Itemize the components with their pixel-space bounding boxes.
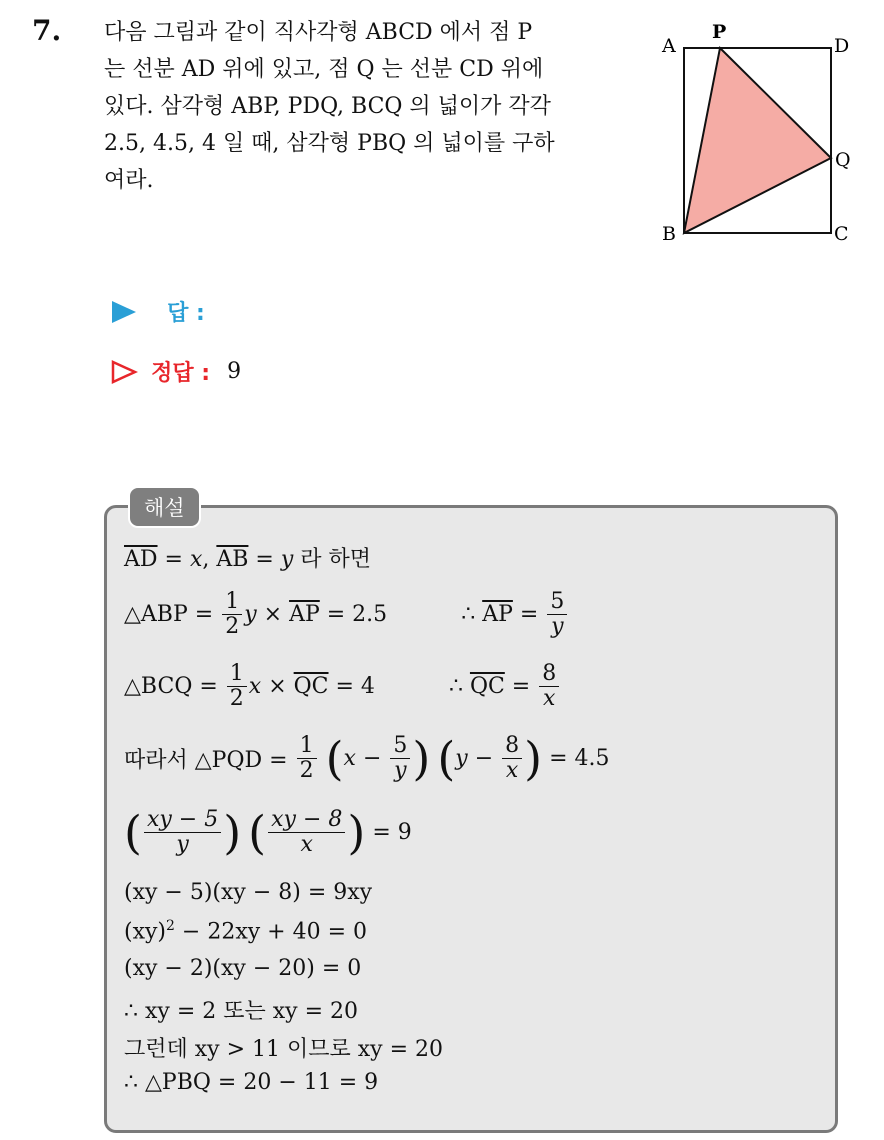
- label-c: C: [834, 223, 849, 245]
- label-p: P: [712, 21, 727, 43]
- solution-line-4: 따라서 △PQD = $\frac{1}{2}$ (x − $\frac{5}{y}$ ) (y − $\frac{8}{x}$ ) = 4.5: [124, 731, 610, 786]
- question-number: 7.: [32, 14, 62, 47]
- question-line: 있다. 삼각형 ABP, PDQ, BCQ 의 넓이가 각각: [104, 94, 551, 119]
- solution-line-2: △ABP = $\frac{1}{2}$ $y \times \overline{AP} = 2.5$ ∴ $\overline{AP}$ = $\frac{5}{y}$: [124, 590, 569, 639]
- label-q: Q: [835, 149, 851, 171]
- correct-answer-label: 정답 :: [151, 361, 211, 386]
- filled-triangle-icon: [110, 299, 138, 325]
- solution-line-1: $\overline{AD} = x$, $\overline{AB} = y$ 라 하면: [124, 547, 372, 572]
- triangle-pbq: [684, 48, 831, 233]
- solution-line-11: ∴ △PBQ = 20 − 11 = 9: [124, 1070, 379, 1095]
- question-line: 다음 그림과 같이 직사각형 ABCD 에서 점 P: [104, 20, 533, 45]
- label-b: B: [662, 223, 676, 245]
- question-text: [104, 14, 639, 199]
- solution-line-6: (xy − 5)(xy − 8) = 9xy: [124, 880, 373, 905]
- solution-line-3: △BCQ = $\frac{1}{2}$ $x \times \overline{QC} = 4$ ∴ $\overline{QC}$ = $\frac{8}{x}$: [124, 662, 561, 711]
- label-d: D: [834, 35, 850, 57]
- solution-line-7: (xy)$^2$ − 22xy + 40 = 0: [124, 918, 368, 945]
- rectangle-figure: [656, 18, 856, 248]
- solution-line-10: 그런데 xy > 11 이므로 xy = 20: [124, 1037, 443, 1062]
- solution-line-5: ( $\frac{xy - 5}{y}$ ) ( $\frac{xy - 8}{x}$ ) = 9: [124, 805, 412, 860]
- outline-triangle-icon: [110, 359, 138, 385]
- question-line: 여라.: [104, 168, 154, 193]
- label-a: A: [662, 35, 676, 57]
- correct-answer-row: [110, 356, 241, 387]
- answer-label: 답 :: [167, 301, 205, 326]
- answer-blank-row: [110, 296, 205, 327]
- solution-line-8: (xy − 2)(xy − 20) = 0: [124, 956, 362, 981]
- question-line: 2.5, 4.5, 4 일 때, 삼각형 PBQ 의 넓이를 구하: [104, 131, 555, 156]
- question-line: 는 선분 AD 위에 있고, 점 Q 는 선분 CD 위에: [104, 57, 544, 82]
- correct-answer-value: 9: [227, 359, 242, 384]
- solution-line-9: ∴ xy = 2 또는 xy = 20: [124, 999, 358, 1024]
- solution-tab: 해설: [128, 486, 201, 528]
